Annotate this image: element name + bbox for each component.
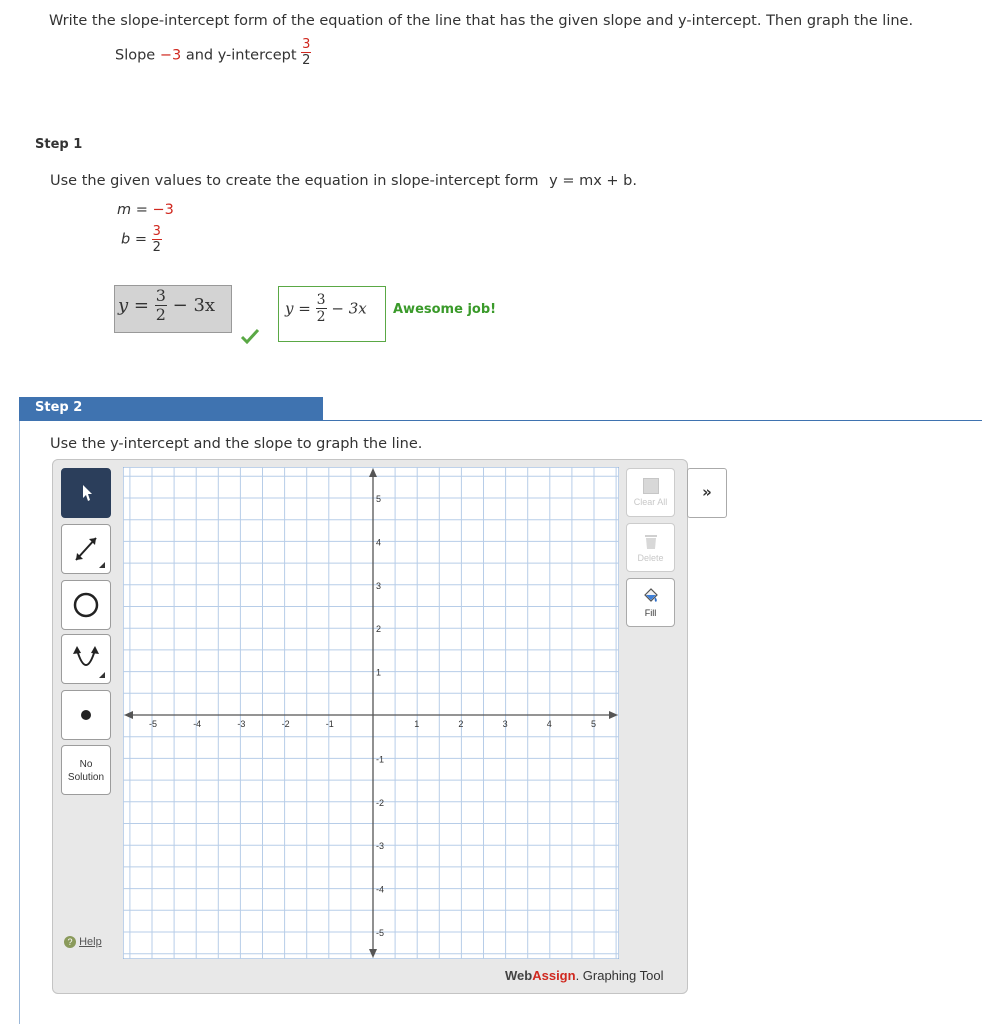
x-tick-label: 5 bbox=[591, 719, 597, 729]
correct-term: 3x bbox=[348, 299, 367, 318]
y-tick-label: -5 bbox=[376, 928, 385, 938]
answer-eq: = bbox=[133, 295, 149, 316]
b-denominator: 2 bbox=[152, 240, 161, 255]
no-solution-line2: Solution bbox=[67, 772, 105, 783]
delete-button[interactable] bbox=[626, 523, 675, 572]
x-tick-label: -2 bbox=[281, 719, 290, 729]
x-tick-label: -5 bbox=[149, 719, 158, 729]
line-tool[interactable] bbox=[61, 524, 111, 574]
fill-label: Fill bbox=[644, 608, 657, 618]
x-tick-label: -4 bbox=[193, 719, 202, 729]
correct-minus: − bbox=[331, 299, 344, 318]
answer-input[interactable] bbox=[114, 285, 232, 333]
trash-icon bbox=[641, 531, 661, 551]
graph-background bbox=[123, 467, 619, 959]
step2-left-border bbox=[19, 421, 20, 1024]
answer-term: 3x bbox=[193, 295, 216, 316]
answer-y: y bbox=[118, 295, 129, 316]
webassign-branding bbox=[505, 968, 664, 983]
y-tick-label: 2 bbox=[376, 624, 382, 635]
intercept-denominator: 2 bbox=[302, 53, 311, 68]
point-icon bbox=[61, 690, 111, 740]
help-label: Help bbox=[79, 936, 102, 949]
step1-title: Step 1 bbox=[35, 137, 83, 152]
intercept-numerator: 3 bbox=[302, 37, 311, 52]
y-tick-label: 1 bbox=[376, 667, 382, 678]
parabola-icon bbox=[61, 634, 111, 684]
x-tick-label: -1 bbox=[325, 719, 334, 729]
step2-divider bbox=[19, 420, 982, 421]
y-tick-label: -4 bbox=[376, 884, 385, 895]
step2-title: Step 2 bbox=[35, 400, 83, 415]
y-intercept-label: y-intercept bbox=[217, 47, 297, 64]
m-label: m bbox=[117, 202, 132, 218]
and-text: and bbox=[185, 47, 214, 64]
b-fraction bbox=[152, 225, 162, 254]
m-value: −3 bbox=[152, 202, 174, 218]
checkmark-icon bbox=[240, 328, 260, 344]
correct-answer-box bbox=[278, 286, 386, 342]
b-label: b bbox=[121, 231, 131, 248]
x-tick-label: 3 bbox=[502, 719, 508, 729]
no-solution-line1: No bbox=[79, 759, 93, 770]
step2-text: Use the y-intercept and the slope to graph the line. bbox=[50, 436, 423, 452]
problem-given bbox=[115, 37, 311, 68]
clear-all-label: Clear All bbox=[633, 497, 668, 507]
parabola-tool[interactable] bbox=[61, 634, 111, 684]
b-numerator: 3 bbox=[152, 224, 161, 239]
problem-instruction: Write the slope-intercept form of the equation of the line that has the given slope and y-intercept. Then graph the line. bbox=[49, 13, 914, 29]
brand-web: Web bbox=[505, 968, 533, 983]
help-link[interactable] bbox=[64, 936, 102, 948]
correct-fraction bbox=[316, 293, 327, 324]
circle-icon bbox=[61, 580, 111, 630]
b-row bbox=[121, 225, 162, 254]
fill-button[interactable] bbox=[626, 578, 675, 627]
pointer-arrow-icon bbox=[61, 468, 111, 518]
step1-instruction: Use the given values to create the equation in slope-intercept form bbox=[50, 173, 539, 189]
y-tick-label: -3 bbox=[376, 841, 385, 852]
b-equals: = bbox=[134, 231, 147, 248]
help-icon: ? bbox=[64, 936, 76, 948]
correct-numerator: 3 bbox=[316, 292, 326, 308]
step1-text bbox=[50, 173, 637, 189]
expand-button[interactable]: » bbox=[687, 468, 727, 518]
x-tick-label: 1 bbox=[414, 719, 420, 729]
y-tick-label: 4 bbox=[376, 537, 382, 548]
step1-formula: y = mx + b. bbox=[549, 173, 637, 189]
feedback-text: Awesome job! bbox=[393, 302, 497, 317]
y-tick-label: -1 bbox=[376, 754, 385, 765]
paint-bucket-icon bbox=[641, 586, 661, 606]
m-equals: = bbox=[135, 202, 148, 218]
pointer-tool[interactable] bbox=[61, 468, 111, 518]
point-tool[interactable] bbox=[61, 690, 111, 740]
correct-y: y bbox=[285, 299, 294, 318]
x-tick-label: 2 bbox=[458, 719, 464, 729]
x-tick-label: -3 bbox=[237, 719, 246, 729]
clear-all-button[interactable] bbox=[626, 468, 675, 517]
correct-eq: = bbox=[298, 299, 311, 318]
answer-minus: − bbox=[172, 295, 188, 316]
brand-assign: Assign bbox=[532, 968, 576, 983]
delete-label: Delete bbox=[637, 553, 664, 563]
y-tick-label: -2 bbox=[376, 797, 385, 808]
no-solution-button[interactable] bbox=[61, 745, 111, 795]
x-tick-label: 4 bbox=[546, 719, 552, 729]
answer-fraction bbox=[155, 288, 167, 323]
y-tick-label: 5 bbox=[376, 494, 382, 504]
y-tick-label: 3 bbox=[376, 580, 382, 591]
answer-numerator: 3 bbox=[155, 286, 166, 305]
m-row bbox=[117, 202, 174, 218]
brand-suffix: . Graphing Tool bbox=[575, 968, 664, 983]
circle-tool[interactable] bbox=[61, 580, 111, 630]
intercept-fraction bbox=[301, 38, 311, 67]
answer-denominator: 2 bbox=[155, 305, 166, 324]
coordinate-graph[interactable] bbox=[123, 467, 619, 959]
slope-label: Slope bbox=[115, 47, 156, 64]
clear-all-icon bbox=[643, 478, 659, 494]
correct-denominator: 2 bbox=[316, 309, 326, 325]
slope-value: −3 bbox=[159, 47, 182, 64]
line-arrow-icon bbox=[61, 524, 111, 574]
